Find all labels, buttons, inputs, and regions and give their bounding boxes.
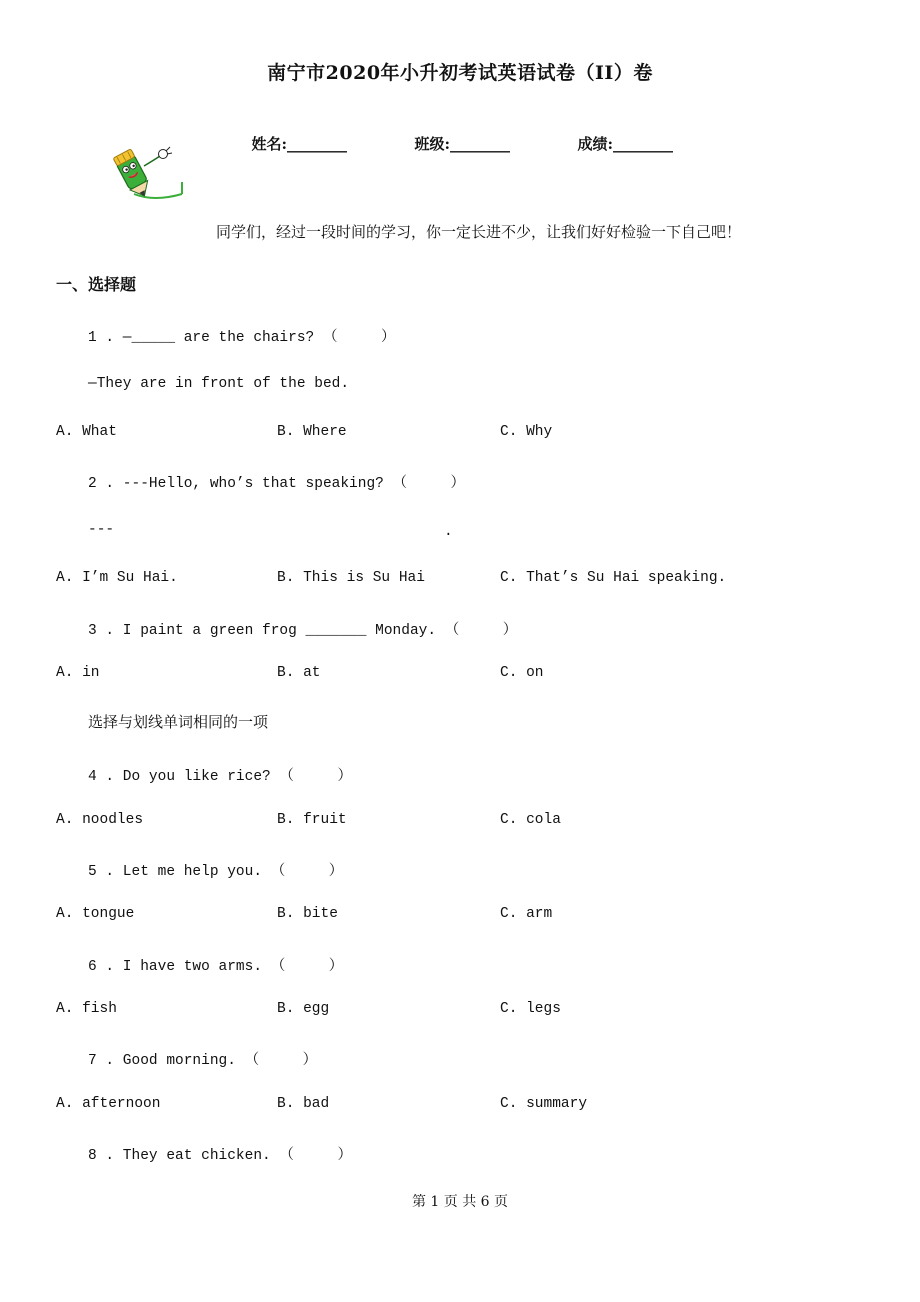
page-number: 第 1 页 共 6 页 (411, 1194, 509, 1210)
question-7-option-a: A. afternoon (56, 1096, 161, 1112)
question-8-stem: 8 . They eat chicken. （ ） (88, 1148, 352, 1164)
question-3-stem: 3 . I paint a green frog _______ Monday. （ ） (88, 623, 518, 639)
score-blank: ________ (613, 135, 673, 153)
question-2-option-b: B. This is Su Hai (277, 570, 425, 586)
greeting-text: 同学们，经过一段时间的学习，你一定长进不少，让我们好好检验一下自己吧！ (216, 223, 742, 241)
page-title: 南宁市2020年小升初考试英语试卷（II）卷 (267, 62, 653, 84)
class-blank: ________ (450, 135, 510, 153)
question-7-option-b: B. bad (277, 1096, 330, 1112)
name-blank: ________ (287, 135, 347, 153)
score-label: 成绩: (577, 135, 613, 153)
name-label: 姓名: (251, 135, 287, 153)
question-6-option-c: C. legs (500, 1001, 561, 1017)
question-1-option-b: B. Where (277, 424, 347, 440)
question-4-stem: 4 . Do you like rice? （ ） (88, 769, 352, 785)
question-6-option-a: A. fish (56, 1001, 117, 1017)
question-2-option-a: A. I’m Su Hai. (56, 570, 178, 586)
question-2-answer-dot: . (444, 524, 453, 540)
question-1-answer-line: —They are in front of the bed. (88, 376, 350, 392)
question-5-option-b: B. bite (277, 906, 338, 922)
question-6-stem: 6 . I have two arms. （ ） (88, 959, 344, 975)
score-field (567, 115, 673, 154)
question-1-option-a: A. What (56, 424, 117, 440)
question-7-stem: 7 . Good morning. （ ） (88, 1053, 318, 1069)
pencil-mascot-icon (104, 142, 186, 204)
question-4-option-b: B. fruit (277, 812, 347, 828)
question-3-option-c: C. on (500, 665, 544, 681)
question-4-option-c: C. cola (500, 812, 561, 828)
section-title: 一、选择题 (56, 275, 137, 294)
name-field (241, 115, 347, 154)
question-3-option-b: B. at (277, 665, 321, 681)
question-2-stem: 2 . ---Hello, who’s that speaking? （ ） (88, 476, 466, 492)
question-1-option-c: C. Why (500, 424, 553, 440)
question-2-option-c: C. That’s Su Hai speaking. (500, 570, 727, 586)
question-7-option-c: C. summary (500, 1096, 588, 1112)
question-4-option-a: A. noodles (56, 812, 144, 828)
question-5-option-a: A. tongue (56, 906, 135, 922)
question-5-option-c: C. arm (500, 906, 553, 922)
question-5-stem: 5 . Let me help you. （ ） (88, 864, 344, 880)
class-field (404, 115, 510, 154)
question-6-option-b: B. egg (277, 1001, 330, 1017)
question-3-option-a: A. in (56, 665, 100, 681)
question-1-stem: 1 . —_____ are the chairs? （ ） (88, 330, 396, 346)
question-2-answer-line: --- (88, 522, 115, 538)
class-label: 班级: (414, 135, 450, 153)
instruction-text: 选择与划线单词相同的一项 (88, 713, 269, 731)
